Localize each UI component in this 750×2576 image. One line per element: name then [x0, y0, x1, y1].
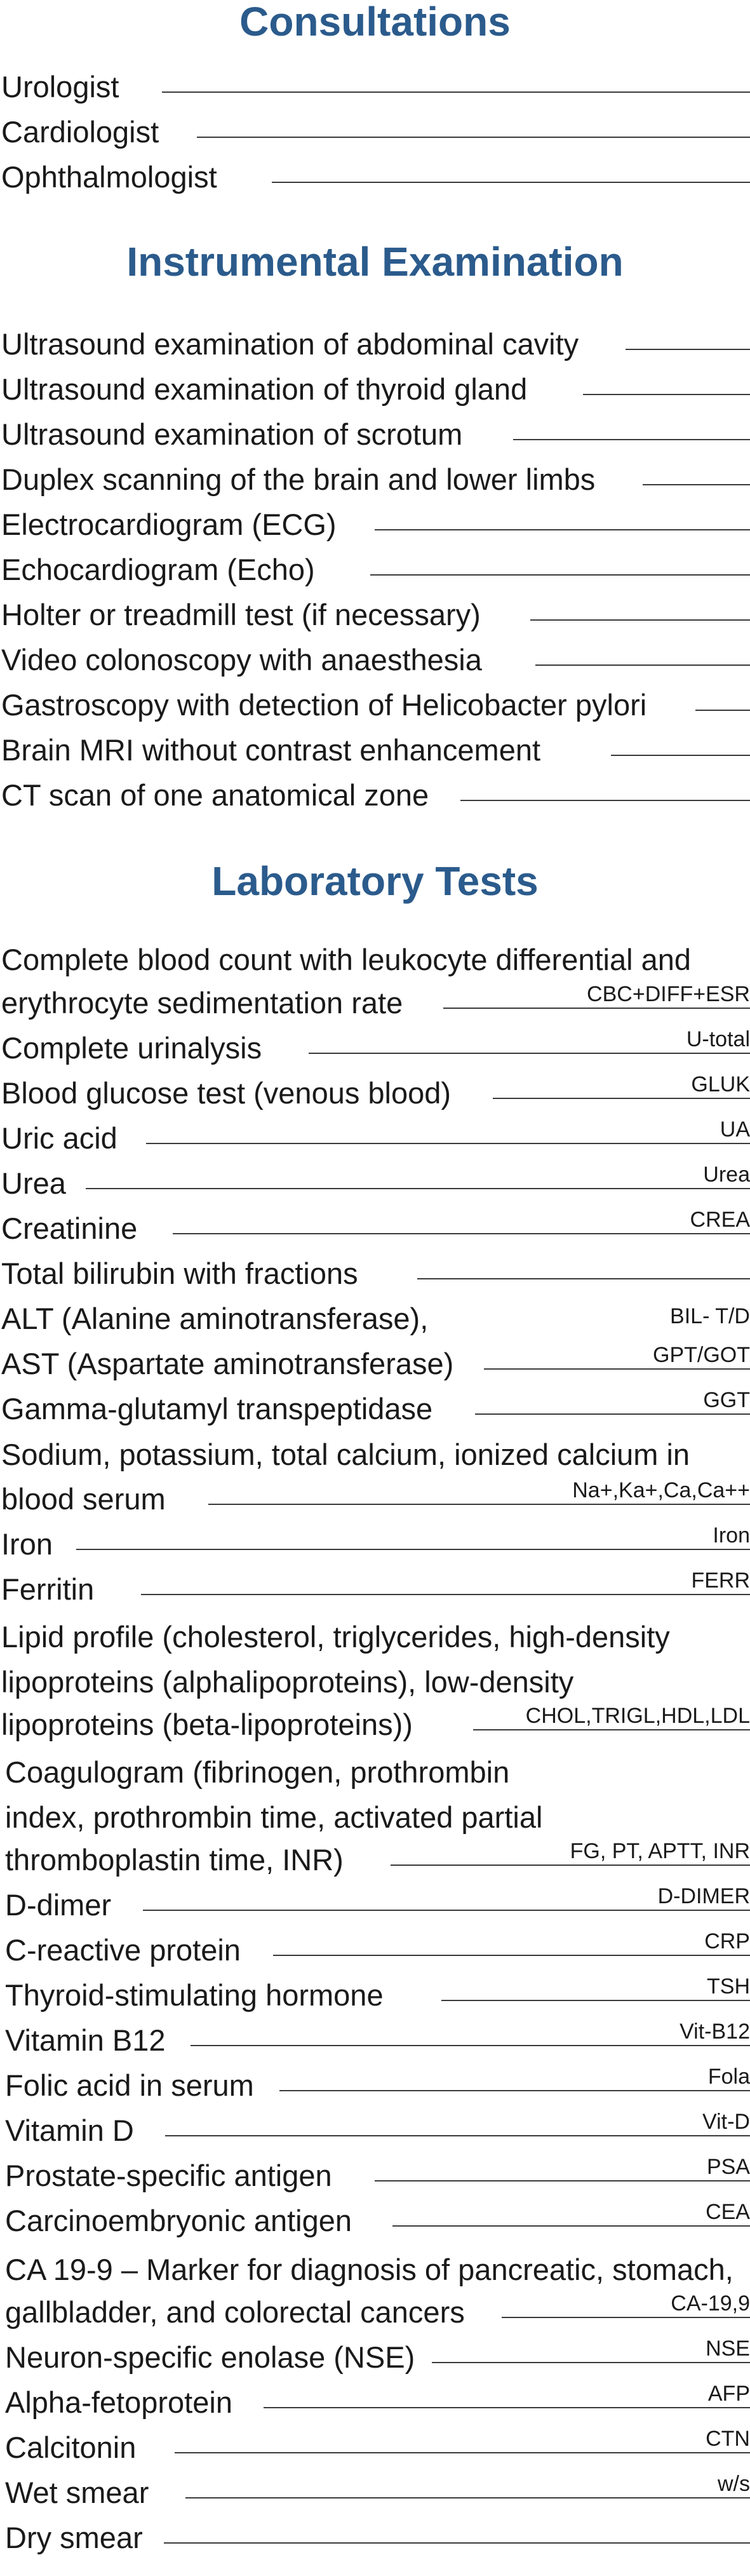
lab-label: gallbladder, and colorectal cancers: [5, 2295, 465, 2329]
fill-line: [162, 91, 750, 93]
lab-label: Thyroid-stimulating hormone: [5, 1978, 384, 2012]
fill-line: [443, 1008, 750, 1009]
instrumental-label: Gastroscopy with detection of Helicobacter pylori: [1, 688, 647, 722]
lab-label: Alpha-fetoprotein: [5, 2385, 232, 2419]
lab-code: TSH: [707, 1974, 750, 1999]
consultations-heading: Consultations: [239, 0, 511, 44]
instrumental-row: [0, 637, 750, 682]
laboratory-heading: Laboratory Tests: [211, 858, 539, 904]
fill-line: [643, 484, 750, 485]
fill-line: [375, 2180, 750, 2182]
lab-code: PSA: [706, 2155, 750, 2179]
fill-line: [493, 1098, 750, 1099]
lab-label: Complete urinalysis: [1, 1031, 262, 1065]
lab-text-line: Complete blood count with leukocyte differential and: [1, 943, 692, 976]
lab-text-line: Lipid profile (cholesterol, triglycerides, high-density: [1, 1620, 670, 1654]
lab-code: CREA: [690, 1208, 750, 1232]
lab-row-wet-smear: [0, 2469, 750, 2515]
lab-label: blood serum: [1, 1482, 166, 1516]
fill-line: [535, 664, 750, 666]
lab-code: AFP: [707, 2382, 750, 2406]
lab-row-iron: [0, 1521, 750, 1567]
fill-line: [208, 1504, 750, 1505]
lab-label: Prostate-specific antigen: [5, 2159, 332, 2192]
lab-code: U-total: [686, 1027, 750, 1051]
lab-label: Uric acid: [1, 1121, 117, 1155]
lab-code: Urea: [703, 1163, 750, 1187]
lab-label: Gamma-glutamyl transpeptidase: [1, 1392, 433, 1426]
instrumental-row: [0, 546, 750, 592]
fill-line: [484, 1368, 750, 1370]
fill-line: [141, 1594, 750, 1595]
instrumental-label: Ultrasound examination of scrotum: [1, 417, 463, 451]
fill-line: [391, 1865, 750, 1866]
lab-row-cea: [0, 2197, 750, 2243]
lab-row-ca199: [0, 2289, 750, 2335]
lab-label: C-reactive protein: [5, 1933, 241, 1967]
fill-line: [164, 2542, 750, 2544]
fill-line: [460, 800, 750, 801]
fill-line: [309, 1053, 750, 1054]
consultation-row-ophthalmologist: [0, 154, 750, 199]
lab-row-glucose: [0, 1070, 750, 1116]
lab-label: Folic acid in serum: [5, 2068, 254, 2102]
lab-row-bilirubin: [0, 1250, 750, 1296]
lab-row-psa: [0, 2152, 750, 2198]
lab-code: CRP: [704, 1929, 750, 1953]
fill-line: [475, 1413, 750, 1415]
lab-label: Wet smear: [5, 2476, 149, 2509]
fill-line: [611, 755, 750, 756]
lab-label: Urea: [1, 1166, 66, 1200]
lab-code: D-DIMER: [657, 1884, 750, 1908]
fill-line: [513, 439, 750, 440]
lab-row-ast: [0, 1340, 750, 1386]
instrumental-label: Electrocardiogram (ECG): [1, 508, 337, 541]
lab-label: Total bilirubin with fractions: [1, 1257, 358, 1290]
lab-row-ferritin: [0, 1566, 750, 1612]
lab-row-vitd: [0, 2107, 750, 2153]
fill-line: [417, 1278, 750, 1279]
consultation-row-cardiologist: [0, 109, 750, 154]
instrumental-row: [0, 456, 750, 502]
fill-line: [185, 2497, 750, 2498]
fill-line: [279, 2090, 750, 2091]
lab-row-urea: [0, 1160, 750, 1206]
fill-line: [432, 2362, 750, 2363]
instrumental-label: Duplex scanning of the brain and lower limbs: [1, 462, 596, 496]
lab-row-afp: [0, 2379, 750, 2425]
lab-code: CHOL,TRIGL,HDL,LDL: [525, 1704, 750, 1728]
lab-row-dry-smear: [0, 2514, 750, 2560]
instrumental-row: [0, 682, 750, 727]
lab-row-folic: [0, 2062, 750, 2108]
fill-line: [76, 1549, 750, 1550]
fill-line: [191, 2045, 750, 2046]
instrumental-label: Video colonoscopy with anaesthesia: [1, 643, 482, 677]
lab-row-urinalysis: [0, 1025, 750, 1070]
lab-label: thromboplastin time, INR): [5, 1843, 344, 1877]
lab-row-creatinine: [0, 1205, 750, 1251]
lab-row-cbc: [0, 980, 750, 1025]
lab-row-crp: [0, 1927, 750, 1972]
fill-line: [175, 2452, 750, 2453]
instrumental-label: Holter or treadmill test (if necessary): [1, 598, 481, 631]
instrumental-heading: Instrumental Examination: [126, 239, 624, 285]
fill-line: [626, 349, 750, 350]
lab-label: Dry smear: [5, 2521, 143, 2554]
fill-line: [273, 1955, 750, 1956]
instrumental-row: [0, 321, 750, 367]
fill-line: [441, 2000, 750, 2001]
fill-line: [264, 2407, 750, 2408]
fill-line: [392, 2225, 750, 2227]
lab-code: GLUK: [691, 1072, 750, 1096]
fill-line: [375, 529, 750, 530]
consultation-row-urologist: [0, 64, 750, 109]
lab-code: FERR: [691, 1568, 750, 1593]
lab-label: Neuron-specific enolase (NSE): [5, 2340, 415, 2374]
fill-line: [86, 1188, 750, 1189]
instrumental-row: [0, 411, 750, 457]
lab-code: GPT/GOT: [653, 1343, 750, 1367]
lab-row-b12: [0, 2017, 750, 2063]
instrumental-label: Echocardiogram (Echo): [1, 553, 315, 586]
fill-line: [165, 2135, 750, 2136]
fill-line: [173, 1233, 750, 1234]
lab-code: UA: [720, 1117, 750, 1142]
lab-row-calcitonin: [0, 2424, 750, 2470]
lab-label: Creatinine: [1, 1211, 138, 1245]
lab-row-electrolytes: [0, 1476, 750, 1521]
lab-label: Carcinoembryonic antigen: [5, 2204, 352, 2237]
lab-code: CBC+DIFF+ESR: [587, 982, 750, 1006]
lab-label: Vitamin D: [5, 2114, 134, 2147]
fill-line: [143, 1910, 750, 1911]
lab-label: D-dimer: [5, 1888, 112, 1922]
lab-text-line: CA 19-9 – Marker for diagnosis of pancreatic, stomach,: [5, 2253, 733, 2286]
lab-code: BIL- T/D: [670, 1304, 750, 1328]
lab-row-ggt: [0, 1386, 750, 1431]
lab-label: Calcitonin: [5, 2431, 137, 2464]
lab-row-nse: [0, 2334, 750, 2380]
lab-code: Fola: [707, 2065, 750, 2089]
fill-line: [502, 2317, 750, 2318]
lab-code: w/s: [718, 2472, 750, 2496]
fill-line: [583, 394, 750, 395]
lab-row-uric-acid: [0, 1115, 750, 1161]
lab-label: AST (Aspartate aminotransferase): [1, 1347, 454, 1380]
lab-label: lipoproteins (beta-lipoproteins)): [1, 1708, 413, 1741]
fill-line: [370, 574, 750, 576]
lab-row-alt: [0, 1295, 750, 1341]
consultation-label: Urologist: [1, 70, 119, 104]
lab-text-line: Sodium, potassium, total calcium, ionized calcium in: [1, 1438, 690, 1471]
lab-code: FG, PT, APTT, INR: [570, 1839, 750, 1863]
lab-label: Blood glucose test (venous blood): [1, 1076, 452, 1110]
instrumental-row: [0, 366, 750, 412]
consultation-label: Cardiologist: [1, 115, 159, 149]
lab-code: Vit-B12: [680, 2020, 750, 2044]
instrumental-label: Ultrasound examination of abdominal cavity: [1, 327, 579, 361]
instrumental-row: [0, 727, 750, 772]
lab-text-line: index, prothrombin time, activated partial: [5, 1800, 543, 1834]
lab-label: erythrocyte sedimentation rate: [1, 986, 403, 1020]
instrumental-row: [0, 772, 750, 818]
instrumental-row: [0, 591, 750, 637]
instrumental-label: Ultrasound examination of thyroid gland: [1, 372, 528, 406]
lab-label: Iron: [1, 1527, 53, 1561]
instrumental-row: [0, 501, 750, 547]
lab-label: ALT (Alanine aminotransferase),: [1, 1302, 429, 1335]
instrumental-label: CT scan of one anatomical zone: [1, 778, 429, 812]
fill-line: [473, 1729, 750, 1730]
lab-row-lipid: [0, 1701, 750, 1747]
lab-text-line: lipoproteins (alphalipoproteins), low-density: [1, 1665, 574, 1699]
lab-code: Iron: [713, 1523, 750, 1548]
lab-code: CTN: [706, 2427, 750, 2451]
fill-line: [197, 137, 750, 138]
lab-code: CA-19,9: [671, 2291, 750, 2316]
lab-code: Na+,Ka+,Ca,Ca++: [572, 1478, 750, 1502]
instrumental-label: Brain MRI without contrast enhancement: [1, 733, 541, 767]
lab-code: GGT: [703, 1388, 750, 1412]
lab-row-ddimer: [0, 1882, 750, 1927]
lab-label: Ferritin: [1, 1572, 95, 1606]
lab-row-tsh: [0, 1972, 750, 2018]
lab-code: CEA: [706, 2200, 750, 2224]
lab-label: Vitamin B12: [5, 2023, 166, 2057]
consultation-label: Ophthalmologist: [1, 160, 217, 194]
lab-code: Vit-D: [702, 2110, 750, 2134]
fill-line: [530, 619, 750, 621]
lab-text-line: Coagulogram (fibrinogen, prothrombin: [5, 1755, 510, 1789]
fill-line: [695, 710, 750, 711]
fill-line: [146, 1143, 750, 1144]
lab-code: NSE: [706, 2337, 750, 2361]
fill-line: [272, 182, 750, 183]
lab-row-coagulogram: [0, 1837, 750, 1882]
